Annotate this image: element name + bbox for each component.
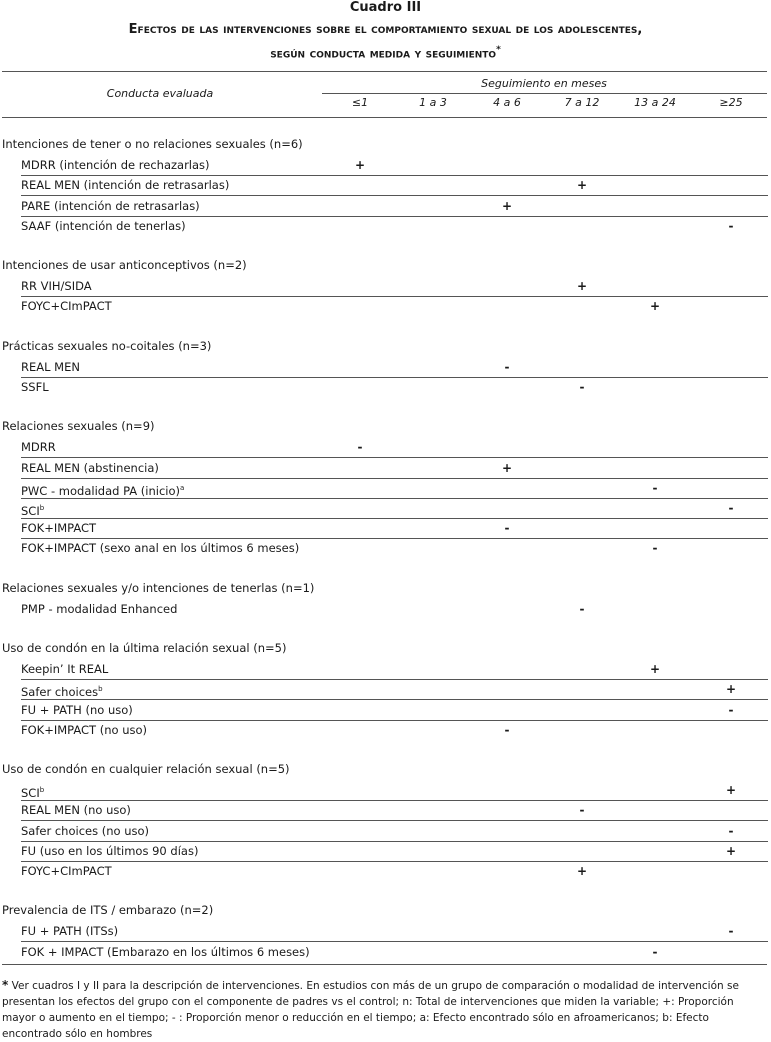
header-followup-rule [322,93,767,94]
row-label [21,278,92,294]
row-label-superscript: b [98,685,103,694]
table-row [21,458,768,479]
row-label [21,944,310,960]
row-label [21,520,96,536]
effect-mark: - [728,924,734,939]
effect-mark: - [652,541,658,556]
row-label-text: FU + PATH (no uso) [21,702,133,717]
row-label-text: PWC - modalidad PA (inicio) [21,483,181,498]
table-row [21,296,768,316]
caption-title-marker: * [496,45,501,55]
row-label [21,823,149,839]
row-label-superscript: b [39,504,45,512]
table-row [21,861,768,881]
table-row [21,196,768,217]
row-label-text: Safer choices (no uso) [21,823,150,838]
row-label [21,782,44,801]
row-label-superscript: b [39,786,45,795]
row-label-text: PMP - modalidad Enhanced [21,601,178,616]
effect-mark: - [504,521,510,536]
row-label-text: MDRR [21,440,56,455]
row-label [21,480,184,499]
caption-title-line2-wrap [0,40,771,64]
row-label [21,298,112,314]
table-row [21,821,768,842]
effect-mark: - [652,944,658,959]
caption-title-line2: según conducta medida y seguimiento [270,46,497,62]
row-label [21,460,159,476]
effect-mark: - [357,440,363,455]
footnote [2,977,766,1042]
header-bottom-rule [2,117,767,118]
row-label-text: RR VIH/SIDA [21,279,92,294]
row-label-superscript: a [180,483,185,492]
row-label-text: REAL MEN [21,359,80,374]
footnote-text: Ver cuadros I y II para la descripción de intervenciones. En estudios con más de un grupo de comparación o modalidad de intervención se presentan los efectos del grupo con el componente de padres vs el control; n: Total de intervenciones que miden la variable; +: Proporción mayor o aumento en el tiempo; - : Proporción menor o reducción en el tiempo; a: Efecto encontrado sólo en afroamericanos; b: Efecto encontrado sólo en hombres [2,980,739,1040]
row-label [21,379,49,395]
table-row [21,921,768,942]
row-label [21,702,133,718]
row-label [21,500,44,519]
row-label-text: MDRR (intención de rechazarlas) [21,158,210,173]
group-title: Prevalencia de ITS / embarazo (n=2) [2,903,214,918]
row-label [21,863,112,879]
row-label [21,661,108,677]
group-title: Prácticas sexuales no-coitales (n=3) [2,338,212,353]
row-label [21,359,80,375]
row-label-text: FOYC+CImPACT [21,864,112,878]
row-label-text: SAAF (intención de tenerlas) [21,218,186,233]
table-caption-number: Cuadro III [349,0,422,15]
table-caption-title [0,19,771,64]
row-label [21,923,118,939]
effect-mark: + [649,662,661,677]
row-label-text: REAL MEN (no uso) [21,803,131,818]
effect-mark: + [725,682,737,697]
row-label-text: SSFL [21,380,49,394]
effect-mark: + [725,783,737,798]
row-label [21,802,131,818]
row-label-text: Safer choices [21,685,99,700]
table-row [21,599,768,619]
row-label-text: FOK+IMPACT (no uso) [21,722,148,737]
group-title: Uso de condón en la última relación sexual (n=5) [2,641,287,655]
table-row [21,437,768,458]
footnote-marker: * [2,978,9,992]
table-row [21,700,768,721]
effect-mark: - [728,218,734,233]
effect-mark: + [501,460,513,475]
table-row [21,720,768,740]
table-row [21,518,768,539]
table-row [21,216,768,236]
row-label [21,681,103,700]
row-label [21,601,177,617]
effect-mark: - [728,501,734,515]
table-row [21,659,768,680]
table-bottom-rule [2,964,767,965]
row-label-text: FOK+IMPACT [21,521,97,536]
row-label-text: REAL MEN (intención de retrasarlas) [21,178,230,193]
effect-mark: + [725,843,737,858]
effect-mark: - [728,823,734,838]
table-row [21,942,768,962]
caption-title-line1: Efectos de las intervenciones sobre el comportamiento sexual de los adolescentes, [128,22,643,37]
effect-mark: + [354,158,366,173]
row-label [21,722,147,738]
column-header: 7 a 12 [564,96,600,109]
effect-mark: + [576,279,588,294]
row-label-text: FOK + IMPACT (Embarazo en los últimos 6 meses) [21,944,310,959]
column-header: 1 a 3 [419,96,447,109]
group-title: Intenciones de usar anticonceptivos (n=2) [2,258,247,272]
table-row [21,478,768,499]
table-row [21,538,768,558]
effect-mark: - [504,722,510,737]
table-row [21,377,768,397]
row-label [21,439,56,455]
effect-mark: + [576,178,588,193]
table-row [21,780,768,801]
column-header: 4 a 6 [493,96,521,109]
effect-mark: + [576,864,588,878]
row-label [21,177,229,193]
row-label-text: FOYC+CImPACT [21,299,112,314]
row-label-text: FU + PATH (ITSs) [21,924,119,939]
table-top-rule [2,71,767,72]
row-label-text: FOK+IMPACT (sexo anal en los últimos 6 meses) [21,541,300,556]
table-row [21,679,768,700]
effect-mark: - [728,702,734,717]
group-title: Intenciones de tener o no relaciones sexuales (n=6) [2,137,303,151]
effect-mark: - [579,380,585,394]
row-label-text: Keepin’ It REAL [21,662,109,677]
header-behavior-label: Conducta evaluada [106,87,214,100]
table-row [21,276,768,297]
row-label [21,218,186,234]
row-label [21,540,299,556]
row-label [21,843,198,859]
effect-mark: + [501,198,513,213]
effect-mark: - [504,359,510,374]
effect-mark: - [652,480,658,495]
effect-mark: - [579,803,585,818]
row-label-text: SCI [21,786,40,801]
row-label [21,157,210,173]
row-label [21,198,200,214]
row-label-text: SCI [21,503,40,518]
table-row [21,175,768,196]
group-title: Uso de condón en cualquier relación sexual (n=5) [2,762,290,776]
table-row [21,800,768,821]
column-header: 13 a 24 [634,96,676,109]
table-row [21,155,768,176]
effect-mark: + [649,299,661,314]
column-header: ≤1 [351,96,369,109]
column-header: ≥25 [719,96,743,109]
table-row [21,841,768,862]
table-row [21,357,768,378]
row-label-text: REAL MEN (abstinencia) [21,460,159,475]
effect-mark: - [579,601,585,616]
row-label-text: FU (uso en los últimos 90 días) [21,843,199,858]
header-followup-label: Seguimiento en meses [481,77,607,90]
table-row [21,498,768,519]
row-label-text: PARE (intención de retrasarlas) [21,198,200,213]
group-title: Relaciones sexuales (n=9) [2,419,155,434]
group-title: Relaciones sexuales y/o intenciones de tenerlas (n=1) [2,580,315,595]
